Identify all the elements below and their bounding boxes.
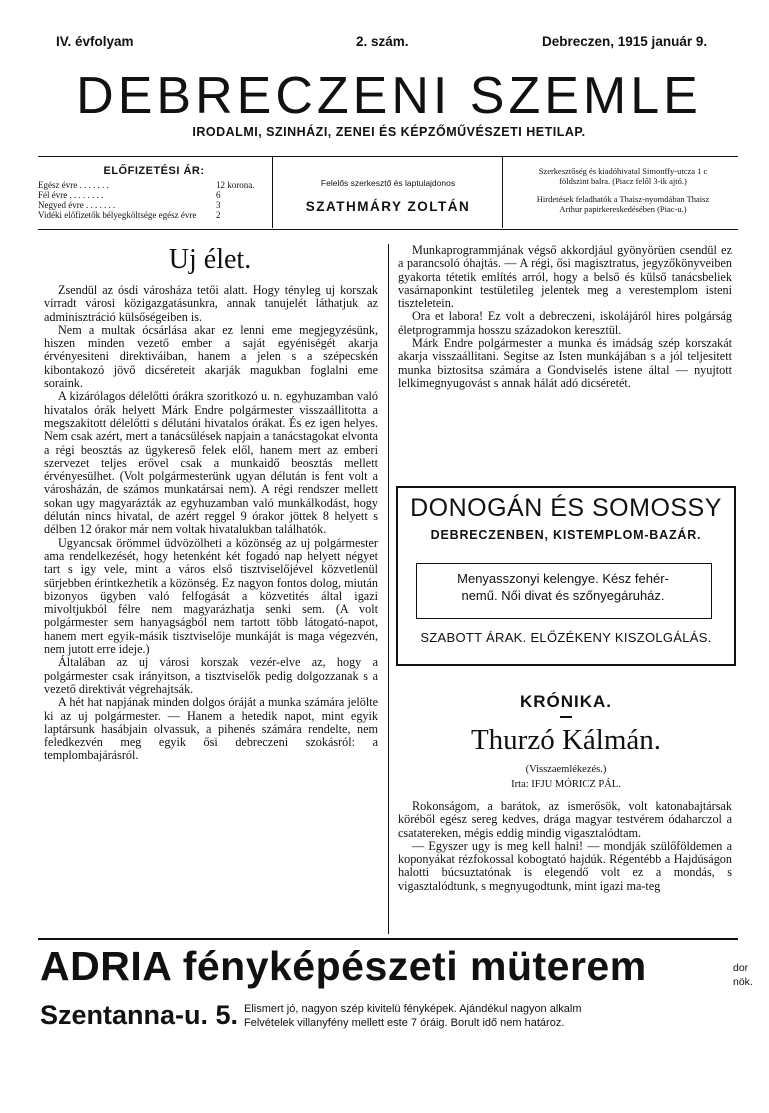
ad-title: DONOGÁN ÉS SOMOSSY: [410, 494, 722, 522]
issue-info-bar: [56, 34, 721, 54]
chronicle-text: [398, 800, 732, 893]
subscription-row: Fél évre . . . . . . . . 6: [38, 190, 221, 200]
chronicle-paragraph: Rokonságom, a barátok, az ismerősök, volt katonabajtársak köréből egész sereg kedves, drága magyar testvérem ódaharczol a csatatereken, mégis eddig mindig vigasztalódtam.: [398, 799, 732, 840]
article-paragraph: Zsendül az ósdi városháza tetői alatt. Hogy tényleg uj korszak virradt városi közigazgatásunkra, annak tanujelét láthatjuk az adminisztráció külsőségeiben is.: [44, 283, 378, 324]
chronicle-paragraph: — Egyszer ugy is meg kell halni! — mondják szülőföldemen a koponyákat rézfokossal kobogtató hajdúk. Régentébb a Hajdúságon halotti búcsuztatónak is elegendő volt ez a mondás, s vigasztalódtunk, s megnyugodtunk, mint igazi ma-teg: [398, 838, 732, 893]
office-block: [508, 166, 738, 214]
article-paragraph: Általában az uj városi korszak vezér-elve az, hogy a polgármester csak irányitson, a tisztviselők pedig dolgozzanak s a vezető direktivát végrehajtsák.: [44, 655, 378, 696]
article-title: Uj élet.: [168, 244, 252, 275]
volume-label: IV. évfolyam: [56, 34, 134, 49]
editor-block: [282, 178, 494, 214]
subscription-row: Negyed évre . . . . . . . 3: [38, 200, 221, 210]
chronicle-author: Irta: IFJU MÓRICZ PÁL.: [511, 779, 621, 790]
subscription-row: Egész évre . . . . . . . 12 korona.: [38, 180, 255, 190]
article-paragraph: Ugyancsak örömmel üdvözölheti a közönség az uj polgármester ama rendelkezését, hogy hetenként két fogadó nap helyett négyet tart s igy vele, mint a város első tisztviselőjével közvetlenül sürjebben érintkezhetik a közönség. Ez nagyon fontos dolog, miután bizonyos ügyben való felfogását a közvetités által igazi mivoltjukból félre nem magyarázhatja senki sem. (A volt polgármester sem hanyagságból nem tartott több látogató-napot, hanem mert egyik-másik tisztviselője munkáját is maga végezvén, nem jutott erre ideje.): [44, 535, 378, 657]
issue-date: Debreczen, 1915 január 9.: [542, 34, 708, 49]
office-line: Hirdetések feladhatók a Thaisz-nyomdában Thaisz: [536, 194, 710, 204]
office-line: földszint balra. (Piacz felől 3-ik ajtó.): [559, 176, 687, 186]
article-paragraph: Márk Endre polgármester a munka és imádság szép korszakát akarja visszaállitani. Segitse az Isten munkájában s a jól teljesitett munka biztositsa számára a Gondviselés istene által — nyujtott lelkimegnyugovást s annak hálát adó dicséretét.: [398, 336, 732, 390]
ad-footer: SZABOTT ÁRAK. ELŐZÉKENY KISZOLGÁLÁS.: [420, 630, 712, 645]
ad-body-line: Menyasszonyi kelengye. Kész fehér-: [457, 571, 669, 586]
article-left-column: [44, 284, 378, 763]
chronicle-heading: KRÓNIKA.: [519, 692, 613, 711]
info-divider-left: [272, 156, 273, 228]
office-line: Arthur papirkereskedésében (Piac-u.): [559, 204, 687, 214]
ad-body-line: nemű. Női divat és szőnyegáruház.: [461, 588, 665, 603]
subscription-row: Vidéki előfizetők bélyegköltsége egész évre 2: [38, 210, 221, 220]
column-rule: [388, 244, 389, 934]
article-paragraph: A hét hat napjának minden dolgos óráját a munka számára jelölte ki az uj polgármester. — Hanem a hetedik napot, mint egyik laptársunk hasábjain olvassuk, a pihenés számára rendelte, nem feledkezvén meg egyik ősi debreczeni szokásról: a templombajárásról.: [44, 695, 378, 763]
info-divider-right: [502, 156, 503, 228]
subscription-prices: [38, 166, 270, 220]
adria-top-rule: [38, 938, 738, 940]
adria-text: Elismert jó, nagyon szép kivitelü fényképek. Ajándékul nagyon alkalm Felvételek villanyfény mellett este 7 óráig. Borult idő nem határoz.: [244, 1003, 582, 1029]
issue-number: 2. szám.: [356, 34, 409, 49]
editor-role: Felelős szerkesztő és laptulajdonos: [320, 178, 456, 188]
ad-body: [416, 570, 710, 604]
masthead-title: DEBRECZENI SZEMLE: [76, 67, 702, 125]
editor-name: SZATHMÁRY ZOLTÁN: [305, 199, 471, 214]
adria-headline: ADRIA fényképészeti müterem: [40, 943, 647, 989]
office-line: Szerkesztőség és kiadóhivatal Simonffy-utcza 1 c: [538, 166, 708, 176]
article-right-column: [398, 244, 732, 390]
chronicle-dash: [560, 716, 572, 718]
adria-side-text: dor nök.: [733, 962, 753, 988]
article-paragraph: Ora et labora! Ez volt a debreczeni, iskolájáról hires polgárság életprogrammja hosszu századokon keresztül.: [398, 309, 732, 337]
article-paragraph: Nem a multak ócsárlása akar ez lenni eme megjegyzésünk, hiszen minden vezető ember a saját egyéniségét akarja érvényesiteni direktiváiban, hanem a jelen s a szépecskén kibontakozó jövő dicséreteit akarják magukban foglalni eme soraink.: [44, 322, 378, 391]
masthead-subtitle: IRODALMI, SZINHÁZI, ZENEI ÉS KÉPZŐMŰVÉSZETI HETILAP.: [192, 125, 586, 139]
subscription-heading: ELŐFIZETÉSI ÁR:: [103, 165, 205, 177]
chronicle-subtitle: (Visszaemlékezés.): [525, 764, 607, 775]
adria-address: Szentanna-u. 5.: [40, 1000, 239, 1030]
article-paragraph: A kizárólagos délelőtti órákra szoritkozó u. n. egyhuzamban való hivatalos órák helyett Márk Endre polgármester visszaállitotta a megszakitott délelőtti s délutáni hivatalos órákat. És ez igen helyes. Nem csak azért, mert a tanácsülések napjain a tanácstagokat elvonta a régi beosztás az ügykereső felek elől, hanem mert az emberi szervezet teljes erővel csak a munkaidő beosztás mellett érvényesülhet. (Volt polgármesterünk ugyan délután is fent volt a városházán, de számos munkatársai nem). A régi rendszer mellett sokan ugy magyarázták az egyhuzamban való munkálkodást, hogy délután nincs hivatal, de azért reggel 9 órakor jöttek 8 helyett s délben 12 órakor már nem voltak hivatalukban találhatók.: [44, 389, 378, 537]
chronicle-title: Thurzó Kálmán.: [470, 724, 662, 756]
ad-subtitle: DEBRECZENBEN, KISTEMPLOM-BAZÁR.: [430, 528, 702, 542]
article-paragraph: Munkaprogrammjának végső akkordjául gyönyörüen csendül ez a parancsoló óhajtás. — A régi, ősi magisztratus, jegyzőkönyveiben gyakorta tétetik említés arról, hogy a belső és külső tanácsbeliek vasárnaponkint testületileg jelentek meg a verestemplom isteni tiszteletein.: [398, 243, 732, 311]
